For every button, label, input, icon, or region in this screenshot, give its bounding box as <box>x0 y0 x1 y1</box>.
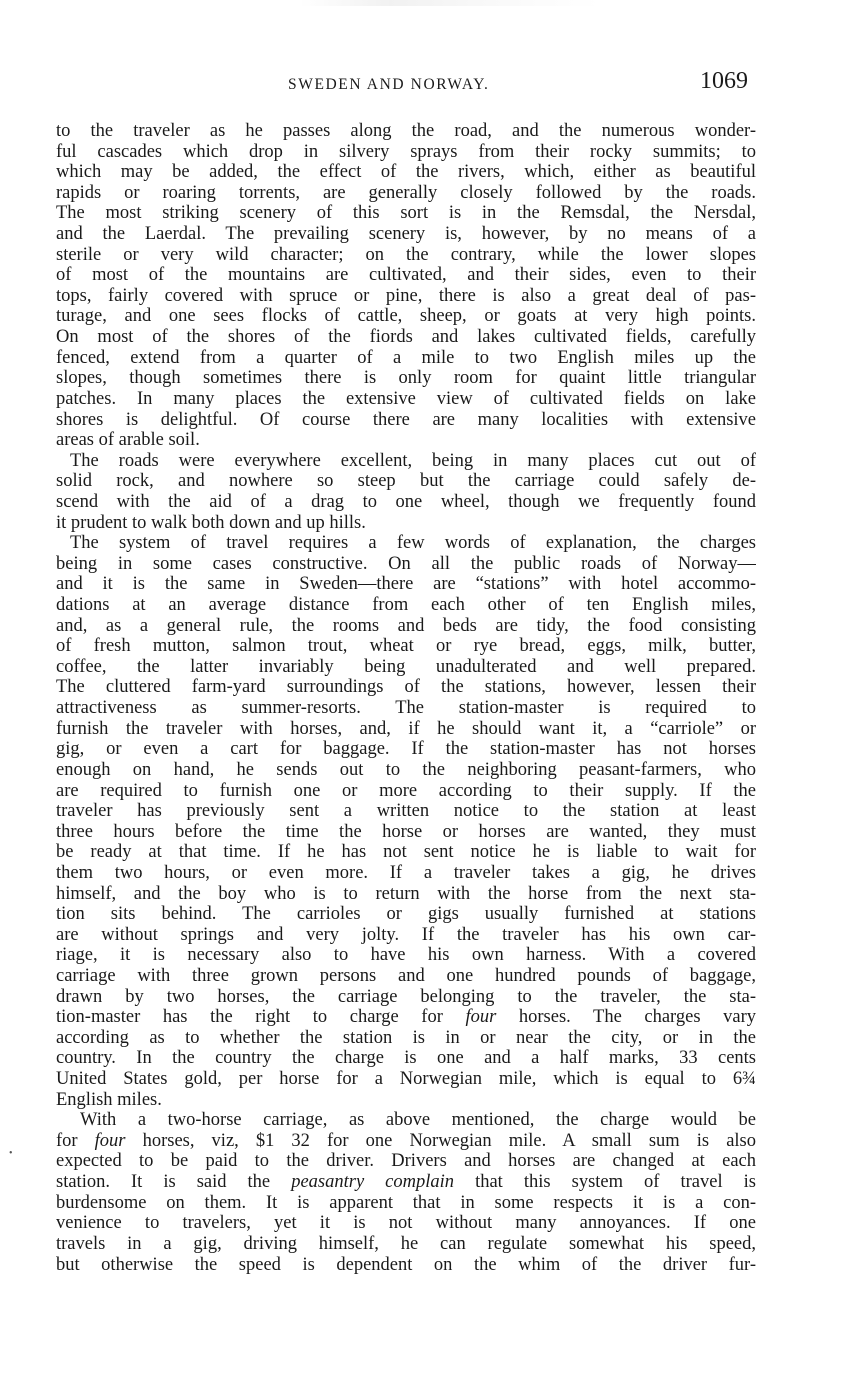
text-line: burdensome on them. It is apparent that in some respects it is a con- <box>56 1192 756 1213</box>
text-line: of fresh mutton, salmon trout, wheat or rye bread, eggs, milk, butter, <box>56 636 756 657</box>
text-line: drawn by two horses, the carriage belonging to the traveler, the sta- <box>56 986 756 1007</box>
text-line: gig, or even a cart for baggage. If the station-master has not horses <box>56 739 756 760</box>
text-line: it prudent to walk both down and up hills. <box>56 512 366 533</box>
text-line: solid rock, and nowhere so steep but the carriage could safely de- <box>56 471 756 492</box>
text-line: sterile or very wild character; on the contrary, while the lower slopes <box>56 244 756 265</box>
page-number: 1069 <box>700 68 748 94</box>
page-header <box>56 68 756 102</box>
text-line: riage, it is necessary also to have his own harness. With a covered <box>56 945 756 966</box>
italic-emphasis: peasantry complain <box>291 1172 455 1193</box>
body-text <box>56 121 756 1275</box>
text-line: travels in a gig, driving himself, he can regulate somewhat his speed, <box>56 1233 756 1254</box>
text-line: three hours before the time the horse or horses are wanted, they must <box>56 821 756 842</box>
running-title: SWEDEN AND NORWAY. <box>288 76 490 93</box>
text-line: turage, and one sees flocks of cattle, sheep, or goats at very high points. <box>56 306 756 327</box>
text-line: but otherwise the speed is dependent on the whim of the driver fur- <box>56 1254 756 1275</box>
text-line: and it is the same in Sweden—there are “stations” with hotel accommo- <box>56 574 756 595</box>
text-line: expected to be paid to the driver. Drivers and horses are changed at each <box>56 1151 756 1172</box>
text-line: coffee, the latter invariably being unadulterated and well prepared. <box>56 656 756 677</box>
text-line: The roads were everywhere excellent, being in many places cut out of <box>70 450 756 471</box>
text-line: furnish the traveler with horses, and, if he should want it, a “carriole” or <box>56 718 756 739</box>
text-line: are required to furnish one or more according to their supply. If the <box>56 780 756 801</box>
text-line: and, as a general rule, the rooms and beds are tidy, the food consisting <box>56 615 756 636</box>
text-line: venience to travelers, yet it is not without many annoyances. If one <box>56 1213 756 1234</box>
text-line: On most of the shores of the fiords and lakes cultivated fields, carefully <box>56 327 756 348</box>
italic-emphasis: four <box>465 1007 497 1028</box>
paragraph <box>56 1110 756 1275</box>
text-line: rapids or roaring torrents, are generally closely followed by the roads. <box>56 182 756 203</box>
text-line: them two hours, or even more. If a traveler takes a gig, he drives <box>56 862 756 883</box>
text-line: English miles. <box>56 1089 162 1110</box>
text-line: ful cascades which drop in silvery sprays from their rocky summits; to <box>56 141 756 162</box>
text-line: country. In the country the charge is one and a half marks, 33 cents <box>56 1048 756 1069</box>
text-line: station. It is said the peasantry complain that this system of travel is <box>56 1172 756 1193</box>
text-line: tion sits behind. The carrioles or gigs usually furnished at stations <box>56 904 756 925</box>
text-line: fenced, extend from a quarter of a mile to two English miles up the <box>56 347 756 368</box>
text-line: which may be added, the effect of the rivers, which, either as beautiful <box>56 162 756 183</box>
text-line: being in some cases constructive. On all the public roads of Norway— <box>56 553 756 574</box>
text-line: enough on hand, he sends out to the neighboring peasant-farmers, who <box>56 759 756 780</box>
paragraph <box>56 533 756 1110</box>
scan-artifact <box>300 0 600 6</box>
text-line: With a two-horse carriage, as above mentioned, the charge would be <box>80 1110 756 1131</box>
text-line: himself, and the boy who is to return with the horse from the next sta- <box>56 883 756 904</box>
text-line: are without springs and very jolty. If the traveler has his own car- <box>56 924 756 945</box>
paragraph <box>56 121 756 451</box>
text-line: and the Laerdal. The prevailing scenery is, however, by no means of a <box>56 224 756 245</box>
text-line: shores is delightful. Of course there are many localities with extensive <box>56 409 756 430</box>
text-line: The cluttered farm-yard surroundings of the stations, however, lessen their <box>56 677 756 698</box>
text-line: attractiveness as summer-resorts. The station-master is required to <box>56 698 756 719</box>
text-line: be ready at that time. If he has not sent notice he is liable to wait for <box>56 842 756 863</box>
text-line: patches. In many places the extensive view of cultivated fields on lake <box>56 388 756 409</box>
text-line: according as to whether the station is in or near the city, or in the <box>56 1027 756 1048</box>
text-line: to the traveler as he passes along the road, and the numerous wonder- <box>56 121 756 141</box>
margin-mark: • <box>9 1148 13 1159</box>
text-line: of most of the mountains are cultivated, and their sides, even to their <box>56 265 756 286</box>
text-line: scend with the aid of a drag to one wheel, though we frequently found <box>56 491 756 512</box>
text-line: The system of travel requires a few words of explanation, the charges <box>70 533 756 554</box>
text-line: dations at an average distance from each other of ten English miles, <box>56 595 756 616</box>
text-line: for four horses, viz, $1 32 for one Norwegian mile. A small sum is also <box>56 1130 756 1151</box>
paragraph <box>56 451 756 533</box>
text-line: tops, fairly covered with spruce or pine, there is also a great deal of pas- <box>56 285 756 306</box>
text-line: slopes, though sometimes there is only room for quaint little triangular <box>56 368 756 389</box>
text-line: United States gold, per horse for a Norwegian mile, which is equal to 6¾ <box>56 1069 756 1090</box>
text-line: traveler has previously sent a written notice to the station at least <box>56 801 756 822</box>
text-line: areas of arable soil. <box>56 430 200 451</box>
text-line: tion-master has the right to charge for four horses. The charges vary <box>56 1007 756 1028</box>
text-line: carriage with three grown persons and one hundred pounds of baggage, <box>56 965 756 986</box>
italic-emphasis: four <box>94 1130 126 1151</box>
text-line: The most striking scenery of this sort is in the Remsdal, the Nersdal, <box>56 203 756 224</box>
